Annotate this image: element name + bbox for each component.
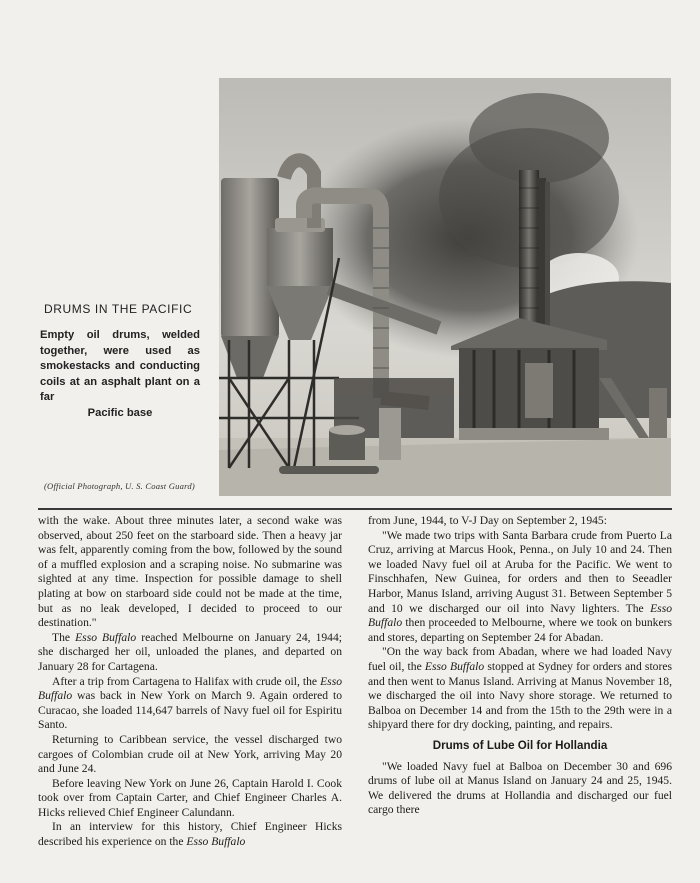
left-paragraph-2: The Esso Buffalo reached Melbourne on January 24, 1944; she discharged her oil, unloaded the planes, and departed on January 28 for Cartagena.: [38, 630, 343, 673]
left-paragraph-6: In an interview for this history, Chief Engineer Hicks described his experience on the Esso Buffalo: [38, 820, 342, 849]
caption-body-main: Empty oil drums, welded together, were used as smokestacks and conducting coils at an asphalt plant on a far: [40, 329, 200, 404]
right-paragraph-1: from June, 1944, to V-J Day on September 2, 1945:: [368, 514, 607, 527]
left-paragraph-5: Before leaving New York on June 26, Captain Harold I. Cook took over from Captain Carter, and Chief Engineer Charles A. Hicks relieved Chief Engineer Calundann.: [38, 776, 342, 819]
right-paragraph-3: "On the way back from Abadan, where we had loaded Navy fuel oil, the Esso Buffalo stopped at Sydney for orders and stores and then went to Manus Island. Arriving at Manus November 18, we discharged the oil into Navy shore storage. We returned to Balboa on December 14 and from the 15th to the 29th were in a shipyard there for dry docking, painting, and repairs.: [368, 645, 672, 732]
right-paragraph-2: "We made two trips with Santa Barbara crude from Puerto La Cruz, arriving at Marcus Hook, Penna., on July 10 and 24. Then we loaded Navy fuel oil at Aruba for the Pacific. We went to Finschhafen, New Guinea, for orders and then to Seeadler Harbor, Manus Island, arriving August 31. Between September 5 and 10 we discharged our oil into Navy lighters. The Esso Buffalo then proceeded to Melbourne, where we took on bunkers and stores, departing on September 24 for Abadan.: [368, 528, 672, 644]
section-divider: [38, 508, 672, 510]
asphalt-plant-photo: [219, 78, 671, 496]
ship-name: Esso Buffalo: [38, 674, 342, 703]
caption-title: DRUMS IN THE PACIFIC: [44, 302, 193, 316]
ship-name: Esso Buffalo: [75, 630, 137, 644]
ship-name: Esso Buffalo: [186, 835, 246, 849]
caption-body: [36, 328, 200, 422]
left-paragraph-1: with the wake. About three minutes later, a second wake was observed, about 250 feet on the starboard side. Then a heavy jar was felt, apparently coming from the bow, followed by the sound of a muffled explosion and a scraping noise. No submarine was sighted at any time. Inspection for possible damage to shell plating at bow on starboard side could not be made at the time, but as no leak developed, I decided to proceed to our destination.": [38, 514, 342, 630]
right-paragraph-4: "We loaded Navy fuel at Balboa on December 30 and 696 drums of lube oil at Manus Island on January 24 and 25, 1945. We delivered the drums at Hollandia and discharged our fuel cargo there: [368, 759, 672, 817]
right-text-column: [368, 514, 672, 818]
photo-caption: [36, 302, 200, 422]
left-paragraph-3: After a trip from Cartagena to Halifax with crude oil, the Esso Buffalo was back in New York on March 9. Again ordered to Curacao, she loaded 114,647 barrels of Navy fuel oil for Espiritu Santo.: [38, 674, 342, 732]
left-text-column: [38, 514, 342, 850]
caption-body-last: Pacific base: [87, 406, 153, 419]
left-paragraph-4: Returning to Caribbean service, the vessel discharged two cargoes of Colombian crude oil at New York, arriving May 20 and June 24.: [38, 732, 342, 776]
ship-name: Esso Buffalo: [424, 659, 485, 673]
photo-credit: (Official Photograph, U. S. Coast Guard): [44, 481, 195, 491]
section-subheading: Drums of Lube Oil for Hollandia: [432, 738, 608, 752]
ship-name: Esso Buffalo: [368, 601, 672, 630]
